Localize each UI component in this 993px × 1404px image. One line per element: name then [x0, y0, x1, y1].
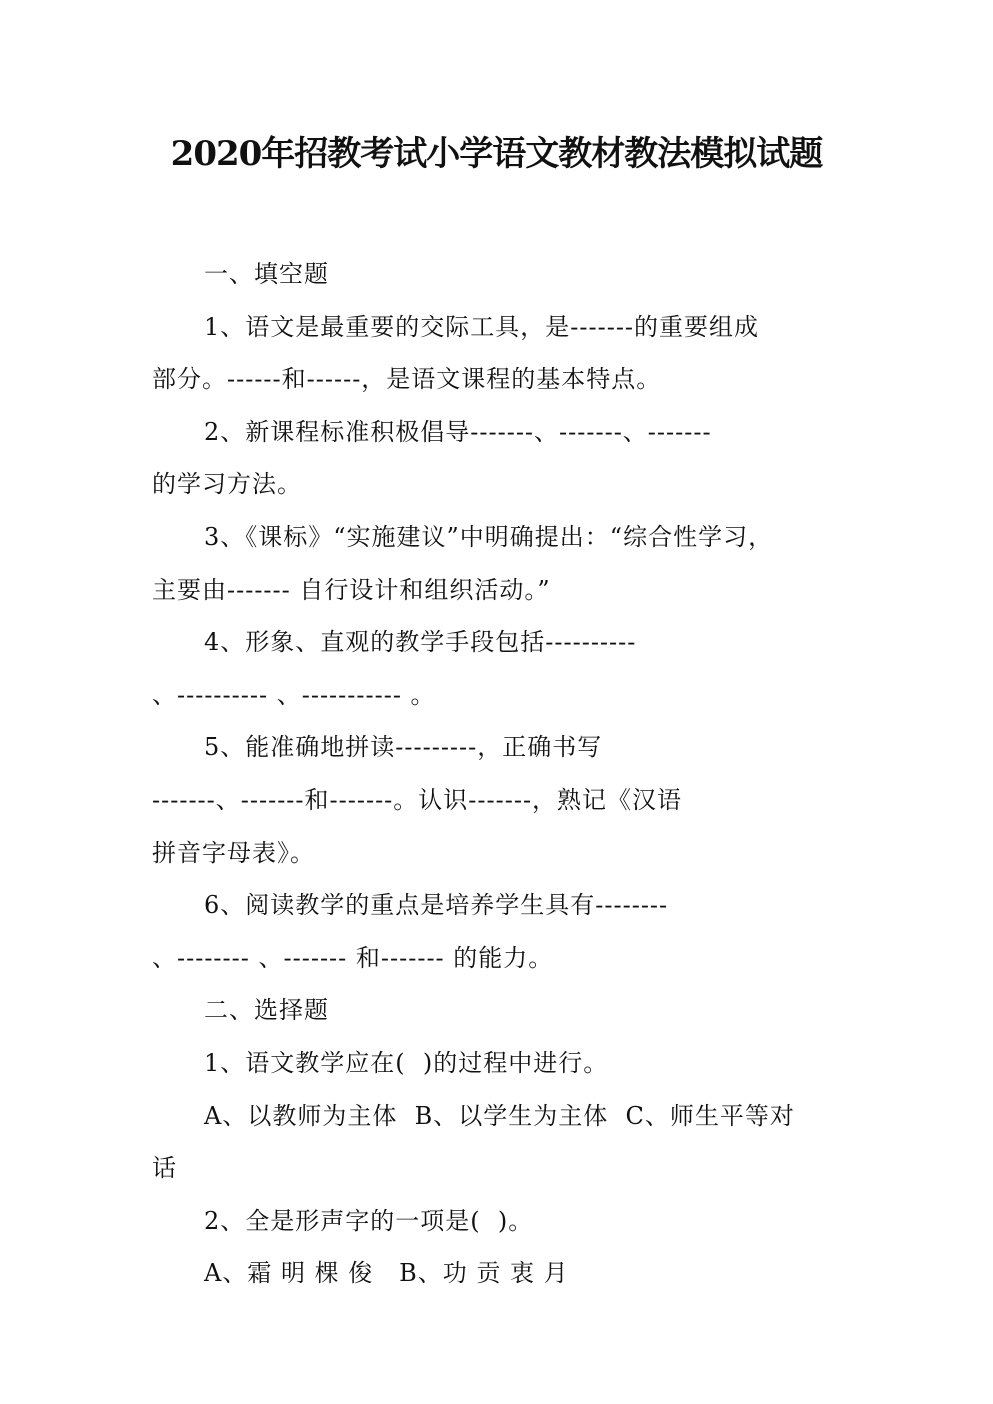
question-line: 主要由------- 自行设计和组织活动。”: [152, 575, 551, 604]
section-heading-multiple-choice: 二、选择题: [204, 996, 329, 1025]
question-line: 1、语文教学应在( )的过程中进行。: [204, 1048, 609, 1077]
question-line: 3、《课标》“实施建议”中明确提出：“综合性学习，: [204, 522, 774, 551]
question-line: 2、全是形声字的一项是( )。: [204, 1206, 534, 1235]
question-line: 、-------- 、------- 和------- 的能力。: [152, 943, 554, 972]
question-line: 、---------- 、----------- 。: [152, 680, 436, 709]
section-heading-fill-in: 一、填空题: [204, 260, 329, 288]
answer-options-line: A、霜 明 棵 俊 B、功 贡 衷 月: [204, 1259, 569, 1288]
question-line: 5、能准确地拼读---------，正确书写: [204, 733, 603, 762]
question-line: 6、阅读教学的重点是培养学生具有--------: [204, 891, 669, 920]
question-line: 的学习方法。: [152, 470, 302, 499]
document-body: [152, 248, 842, 1300]
answer-options-line: A、以教师为主体 B、以学生为主体 C、师生平等对: [204, 1101, 795, 1130]
question-line: 拼音字母表》。: [152, 838, 315, 867]
question-line: 部分。------和------，是语文课程的基本特点。: [152, 365, 662, 394]
question-line: -------、-------和-------。认识-------，熟记《汉语: [152, 785, 683, 814]
question-line: 1、语文是最重要的交际工具，是-------的重要组成: [204, 312, 760, 341]
answer-options-line: 话: [152, 1154, 177, 1183]
document-title: 2020年招教考试小学语文教材教法模拟试题: [170, 134, 823, 174]
question-line: 2、新课程标准积极倡导-------、-------、-------: [204, 417, 712, 446]
question-line: 4、形象、直观的教学手段包括----------: [204, 628, 637, 657]
